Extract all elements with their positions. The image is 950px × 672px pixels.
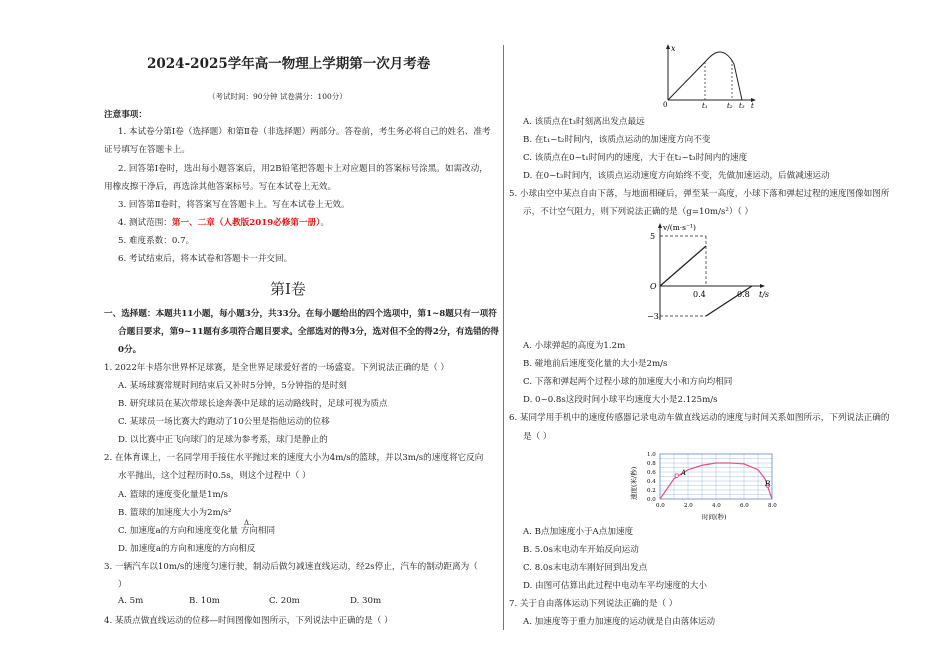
speed-y-tick: 1.0: [647, 452, 656, 458]
q2-option: A. 篮球的速度变化量是1m/s: [118, 490, 228, 500]
q3-stem: ）: [118, 580, 127, 590]
page-title: 2024-2025学年高一物理上学期第一次月考卷: [147, 56, 431, 72]
speed-x-tick: 4.0: [712, 503, 721, 509]
q1-option: A. 某场球赛常规时间结束后又补时5分钟，5分钟指的是时刻: [118, 381, 347, 391]
q4-option: D. 在0~t₃时间内，该质点运动速度方向始终不变，先做加速运动，后做减速运动: [523, 171, 830, 181]
speed-chart: [630, 450, 780, 526]
xt-x-label: t: [751, 102, 754, 108]
q2-option: D. 加速度a的方向和速度的方向相反: [118, 544, 256, 554]
speed-y-tick: 0.4: [647, 479, 656, 485]
speed-y-tick: 0.8: [647, 461, 656, 467]
q6-option: C. 8.0s末电动车刚好回到出发点: [523, 563, 648, 573]
notice-line: 5. 难度系数：0.7。: [118, 236, 195, 246]
point-a-label: A: [681, 469, 687, 477]
vt-tick-5: 5: [650, 232, 656, 241]
q3-option: A. 5m: [118, 596, 144, 606]
q5-stem: 示，不计空气阻力，则下列说法正确的是（g=10m/s²）（ ）: [523, 207, 754, 217]
vt-y-label: v/(m·s⁻¹): [663, 223, 696, 232]
vt-chart: [645, 222, 775, 328]
exam-info: （考试时间：90分钟 试卷满分：100分）: [208, 92, 347, 101]
vt-x-arrow: [760, 284, 765, 288]
speed-x-tick: 0.0: [656, 503, 665, 509]
scope-label: 4. 测试范围：: [118, 218, 172, 228]
q5-stem: 5. 小球由空中某点自由下落，与地面相碰后，弹至某一高度，小球下落和弹起过程的速度图像如图所: [509, 189, 890, 199]
column-divider: [503, 45, 504, 630]
q6-option: D. 由图可估算出此过程中电动车平均速度的大小: [523, 581, 707, 591]
q1-stem: 1. 2022年卡塔尔世界杯足球赛，是全世界足球爱好者的一场盛宴。下列说法正确的是（ ）: [104, 363, 449, 373]
q3-option: D. 30m: [350, 596, 382, 606]
speed-x-label: 时间(秒): [702, 513, 727, 521]
scope-highlight: 第一、二章（人教版2019必修第一册）: [171, 218, 321, 228]
speed-y-tick: 0.0: [647, 497, 656, 503]
section-instruction: 0分。: [118, 345, 142, 355]
q6-option: A. B点加速度小于A点加速度: [523, 527, 634, 537]
q6-stem: 6. 某同学用手机中的速度传感器记录电动车做直线运动的速度与时间关系如图所示，下列说法正确的: [509, 413, 890, 423]
q3-option: B. 10m: [189, 596, 220, 606]
speed-x-ticks: [656, 503, 777, 509]
notice-line: 1. 本试卷分第Ⅰ卷（选择题）和第Ⅱ卷（非选择题）两部分。答卷前，考生务必将自己的姓名、准考: [118, 127, 491, 137]
q1-option: C. 某球员一场比赛大约跑动了10公里是指他运动的位移: [118, 417, 330, 427]
xt-chart: [660, 42, 760, 112]
vt-y-arrow: [658, 223, 662, 228]
q6-option: B. 5.0s末电动车开始反向运动: [523, 545, 639, 555]
q2-option: B. 篮球的加速度大小为2m/s²: [118, 508, 232, 518]
q1-option: D. 以比赛中正飞向球门的足球为参考系，球门是静止的: [118, 435, 328, 445]
q4-stem: 4. 某质点做直线运动的位移—时间图像如图所示，下列说法中正确的是（ ）: [104, 616, 393, 626]
q2-stem: 2. 在体育课上，一名同学用手接住水平抛过来的速度大小为4m/s的篮球，并以3m/s的速度将它反向: [104, 453, 484, 463]
q7-option: A. 加速度等于重力加速度的运动就是自由落体运动: [523, 617, 716, 627]
q5-option: C. 下落和弹起两个过程小球的加速度大小和方向均相同: [523, 377, 733, 387]
vt-x-label: t/s: [759, 290, 770, 299]
delta-v-symbol: Δ‥: [244, 519, 253, 527]
xt-tick-t1: t₁: [702, 102, 708, 108]
section-title: 第Ⅰ卷: [270, 280, 306, 298]
vt-tick-04: 0.4: [693, 290, 706, 299]
notice-line: 6. 考试结束后，将本试卷和答题卡一并交回。: [118, 254, 293, 264]
q4-option: A. 该质点在t₃时刻离出发点最远: [523, 117, 645, 127]
q7-stem: 7. 关于自由落体运动下列说法正确的是（ ）: [509, 599, 678, 609]
q6-stem: 是（ ）: [523, 432, 552, 442]
xt-y-label: x: [671, 44, 676, 53]
notice-line: 2. 回答第Ⅰ卷时，选出每小题答案后，用2B铅笔把答题卡上对应题目的答案标号涂黑。如需改动，: [118, 164, 488, 174]
vt-origin: O: [650, 282, 657, 291]
section-instruction: 一、选择题：本题共11小题，每小题3分，共33分。在每小题给出的四个选项中，第1~8题只有一项符: [104, 309, 497, 319]
speed-x-tick: 8.0: [768, 503, 777, 509]
q3-stem: 3. 一辆汽车以10m/s的速度匀速行驶，制动后做匀减速直线运动，经2s停止，汽车的制动距离为（: [104, 562, 478, 572]
q3-option: C. 20m: [269, 596, 300, 606]
notice-test-scope: [118, 216, 329, 228]
speed-y-tick: 0.6: [647, 470, 656, 476]
vt-tick-neg3: −3: [647, 312, 659, 321]
speed-y-tick: 0.2: [647, 488, 656, 494]
point-b-label: B: [765, 480, 771, 488]
q2-option: C. 加速度a的方向和速度变化量 方向相同: [118, 526, 276, 536]
xt-tick-t2: t₂: [727, 102, 733, 108]
speed-y-label: 速度(米/秒): [630, 466, 638, 500]
q5-option: D. 0~0.8s这段时间小球平均速度大小是2.125m/s: [523, 395, 718, 405]
q1-option: B. 研究球员在某次带球长途奔袭中足球的运动路线时，足球可视为质点: [118, 399, 388, 409]
xt-tick-t3: t₃: [739, 102, 745, 108]
q4-option: C. 该质点在0~t₁时间内的速度，大于在t₂~t₃时间内的速度: [523, 153, 748, 163]
speed-x-tick: 2.0: [684, 503, 693, 509]
speed-y-ticks: [647, 452, 656, 503]
notice-line: 3. 回答第Ⅱ卷时，将答案写在答题卡上。写在本试卷上无效。: [118, 200, 350, 210]
xt-y-arrow: [666, 44, 670, 49]
notice-line: 证号填写在答题卡上。: [104, 145, 190, 155]
vt-tick-08: 0.8: [737, 290, 750, 299]
xt-origin: 0: [663, 101, 668, 108]
notice-heading: 注意事项：: [104, 110, 147, 120]
notice-line: 用橡皮擦干净后，再选涂其他答案标号。写在本试卷上无效。: [104, 182, 337, 192]
q2-stem: 水平抛出，这个过程历时0.5s，则这个过程中（ ）: [118, 471, 311, 481]
scope-end: 。: [320, 218, 330, 228]
q4-option: B. 在t₁~t₂时间内，该质点运动的加速度方向不变: [523, 135, 711, 145]
section-instruction: 合题目要求，第9~11题有多项符合题目要求。全部选对的得3分，选对但不全的得2分，有选错的得: [118, 327, 499, 337]
speed-x-tick: 6.0: [740, 503, 749, 509]
q5-option: A. 小球弹起的高度为1.2m: [523, 341, 626, 351]
q5-option: B. 碰地前后速度变化量的大小是2m/s: [523, 359, 668, 369]
vt-fall-line: [660, 246, 706, 286]
point-a-marker: [675, 474, 679, 478]
